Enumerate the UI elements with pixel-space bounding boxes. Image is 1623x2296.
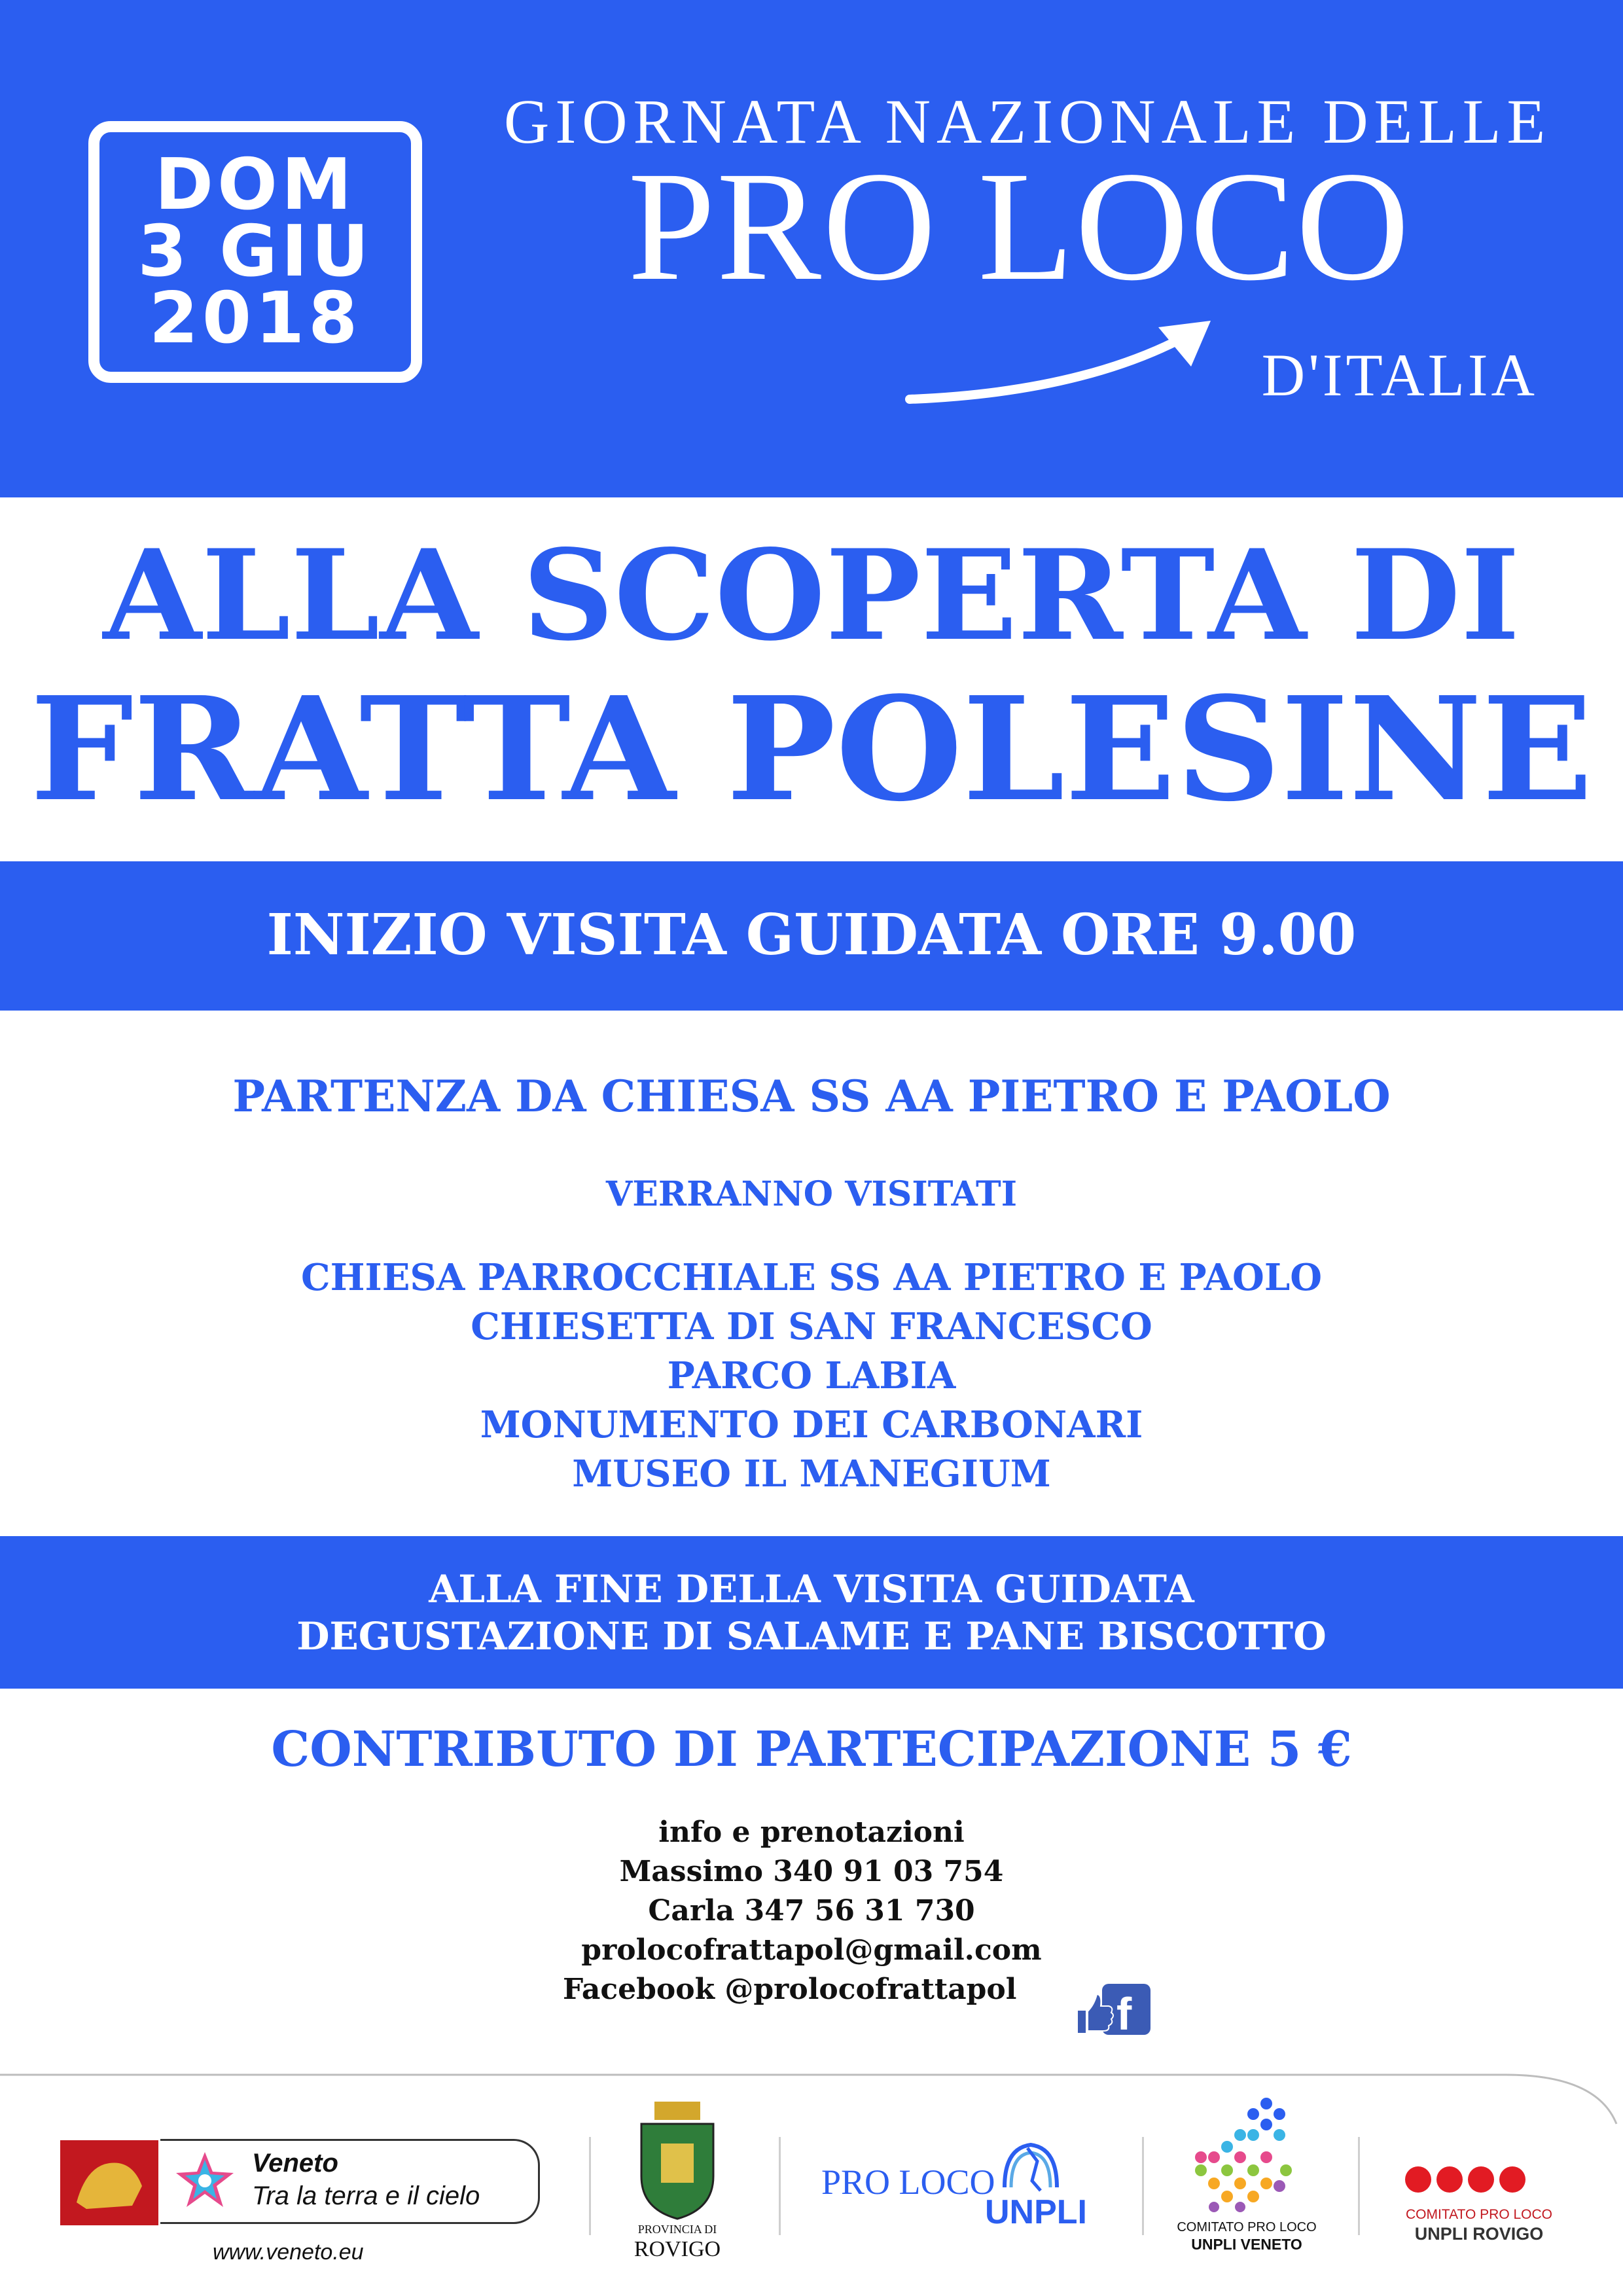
unpli-logo-text: UNPLI [985,2193,1087,2231]
date-day: DOM [154,144,356,226]
logo-main-text: PRO LOCO [628,139,1411,313]
visited-heading: VERRANNO VISITATI [605,1174,1018,1214]
footer-separator [589,2137,591,2235]
visited-place: CHIESETTA DI SAN FRANCESCO [471,1305,1152,1348]
veneto-lion-logo-icon [60,2140,158,2225]
date-month: 3 GIU [137,211,373,293]
rovigo-crest-icon [632,2098,723,2222]
facebook-like-icon[interactable] [1073,1980,1155,2039]
visited-place: MONUMENTO DEI CARBONARI [480,1403,1143,1446]
italy-rainbow-icon [991,2135,1070,2194]
unpli-rovigo-caption-1: COMITATO PRO LOCO [1405,2207,1553,2222]
unpli-rovigo-caption-2: UNPLI ROVIGO [1414,2224,1544,2244]
veneto-star-icon [172,2147,238,2212]
footer-divider-curve [0,2062,1623,2127]
logo-sub-text: D'ITALIA [1261,342,1538,408]
svg-text:f: f [1116,1988,1132,2039]
footer-separator [779,2137,781,2235]
unpli-veneto-caption-1: COMITATO PRO LOCO [1177,2220,1317,2234]
veneto-tagline: Tra la terra e il cielo [252,2181,480,2210]
contact-facebook[interactable]: Facebook @prolocofrattapol [563,1973,1017,2006]
veneto-url[interactable]: www.veneto.eu [213,2240,364,2265]
veneto-name: Veneto [252,2149,338,2178]
rovigo-caption-small: PROVINCIA DI [637,2223,717,2236]
date-year: 2018 [149,278,362,359]
start-time-text: INIZIO VISITA GUIDATA ORE 9.00 [266,902,1357,968]
contact-carla: Carla 347 56 31 730 [648,1894,975,1928]
contact-massimo: Massimo 340 91 03 754 [619,1855,1004,1888]
contact-email[interactable]: prolocofrattapol@gmail.com [581,1933,1042,1967]
visited-place: CHIESA PARROCCHIALE SS AA PIETRO E PAOLO [301,1256,1322,1299]
end-line-2: DEGUSTAZIONE DI SALAME E PANE BISCOTTO [296,1614,1327,1659]
logo-top-text: GIORNATA NAZIONALE DELLE [504,86,1552,156]
title-line-1: ALLA SCOPERTA DI [103,522,1520,668]
date-box [88,121,422,383]
proloco-logo-text: PRO LOCO [821,2162,995,2202]
title-line-2: FRATTA POLESINE [30,666,1593,833]
footer-separator [1358,2137,1360,2235]
visited-place: PARCO LABIA [667,1354,956,1397]
contribution-text: CONTRIBUTO DI PARTECIPAZIONE 5 € [271,1721,1352,1778]
rovigo-caption: ROVIGO [633,2237,721,2261]
visited-place: MUSEO IL MANEGIUM [572,1452,1051,1496]
contact-heading: info e prenotazioni [658,1816,965,1849]
footer-separator [1142,2137,1144,2235]
red-dots-icon [1404,2163,1528,2196]
unpli-veneto-dots-icon [1188,2094,1306,2215]
unpli-veneto-caption-2: UNPLI VENETO [1191,2236,1302,2253]
departure-text: PARTENZA DA CHIESA SS AA PIETRO E PAOLO [232,1071,1391,1122]
end-line-1: ALLA FINE DELLA VISITA GUIDATA [429,1567,1194,1611]
